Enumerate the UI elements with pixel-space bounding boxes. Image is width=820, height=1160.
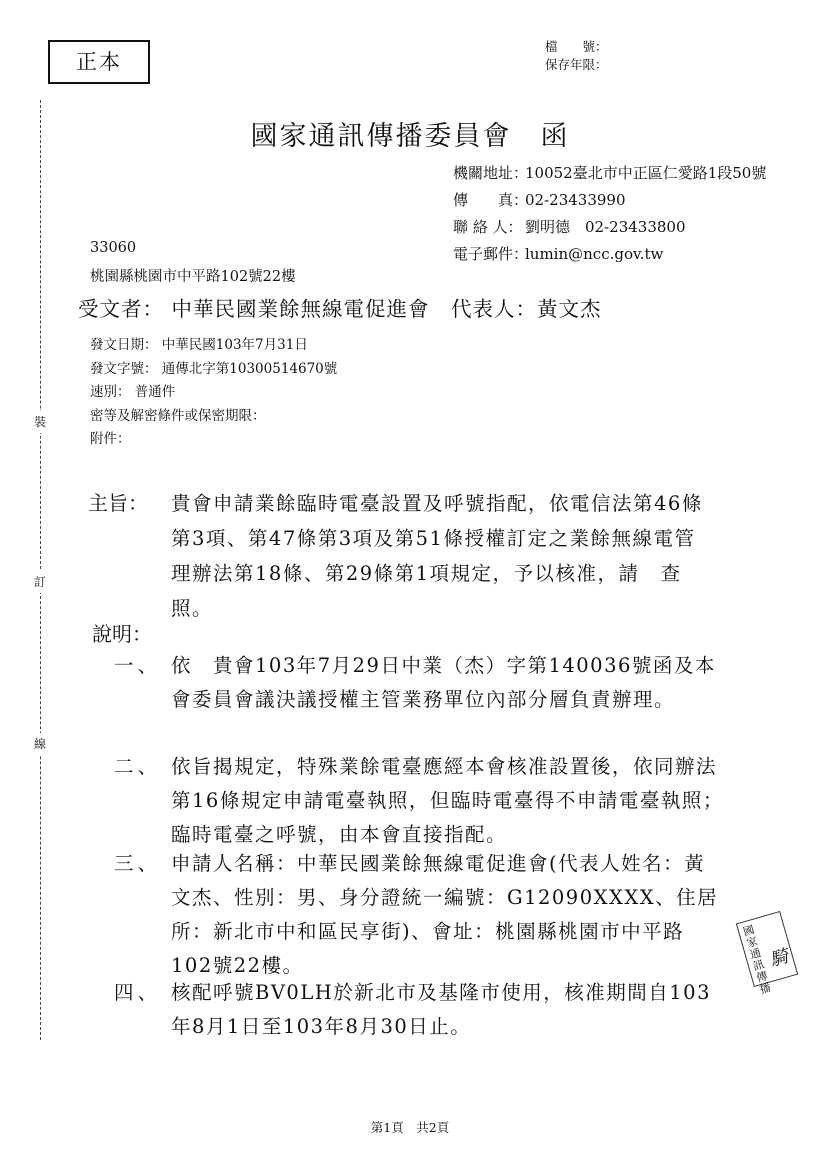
item-text: 依 貴會103年7月29日中業（杰）字第140036號函及本會委員會議決議授權主管業務單位內部分層負責辦理。 [171, 654, 716, 711]
item-number: 三、 [114, 852, 162, 875]
explanation-item-2 [114, 750, 724, 852]
stamp-signature: 騎 [767, 945, 791, 972]
sender-email-key: 電子郵件： [453, 245, 529, 263]
sender-address-value: 10052臺北市中正區仁愛路1段50號 [525, 164, 767, 182]
agency-seal-stamp [736, 911, 798, 997]
urgency: 速別： 普通件 [90, 384, 176, 400]
postal-code: 33060 [90, 240, 137, 256]
sender-fax-value: 02-23433990 [525, 191, 626, 209]
document-title: 國家通訊傳播委員會 函 [250, 121, 570, 152]
attachments: 附件： [90, 431, 131, 447]
subject-text: 貴會申請業餘臨時電臺設置及呼號指配，依電信法第46條第3項、第47條第3項及第51條授權訂定之業餘無線電管理辦法第18條、第29條第1項規定，予以核准，請 查照。 [171, 492, 703, 620]
dispatch-date: 發文日期： 中華民國103年7月31日 [90, 337, 308, 353]
binding-mark-xian: 線 [29, 733, 51, 755]
recipient-address: 桃園縣桃園市中平路102號22樓 [90, 269, 296, 285]
dispatch-meta-block [90, 334, 337, 452]
sender-address-row [453, 160, 766, 187]
sender-info-block [453, 160, 766, 268]
page-footer: 第1頁 共2頁 [370, 1120, 450, 1135]
item-number: 二、 [114, 755, 162, 778]
binding-mark-ding: 訂 [29, 571, 51, 593]
explanation-item-1 [114, 649, 724, 717]
item-text: 依旨揭規定，特殊業餘電臺應經本會核准設置後，依同辦法第16條規定申請電臺執照，但臨時電臺得不申請電臺執照；臨時電臺之呼號，由本會直接指配。 [171, 755, 724, 846]
item-text: 核配呼號BV0LH於新北市及基隆市使用，核准期間自103年8月1日至103年8月30日止。 [171, 981, 711, 1038]
sender-email-value: lumin@ncc.gov.tw [525, 245, 664, 263]
explanation-item-3 [114, 847, 724, 983]
archive-number-label: 檔 號： [545, 39, 608, 54]
binding-mark-zhuang: 裝 [29, 411, 51, 433]
sender-email-row [453, 241, 766, 268]
binding-line [40, 100, 41, 1040]
sender-fax-row [453, 187, 766, 214]
sender-contact-value: 劉明德 02-23433800 [525, 218, 686, 236]
item-number: 一、 [114, 654, 162, 677]
item-text: 申請人名稱：中華民國業餘無線電促進會(代表人姓名：黃文杰、性別：男、身分證統一編號：G12090XXXX、住居所：新北市中和區民享街)、會址：桃園縣桃園市中平路102號22樓。 [171, 852, 719, 977]
subject-label: 主旨： [88, 491, 148, 515]
dispatch-number: 發文字號： 通傳北字第10300514670號 [90, 360, 338, 377]
sender-contact-key: 聯 絡 人： [453, 218, 523, 236]
item-number: 四、 [114, 981, 162, 1004]
recipient-line: 受文者： 中華民國業餘無線電促進會 代表人：黃文杰 [78, 297, 602, 321]
original-copy-label: 正本 [48, 40, 150, 84]
sender-address-key: 機關地址： [453, 164, 529, 182]
stamp-text: 國家通訊傳播 [741, 923, 773, 997]
confidentiality: 密等及解密條件或保密期限： [90, 407, 266, 424]
retention-period-label: 保存年限： [545, 57, 608, 72]
explanation-label: 說明： [92, 622, 152, 646]
sender-contact-row [453, 214, 766, 241]
sender-fax-key: 傳 真： [453, 191, 529, 209]
explanation-item-4 [114, 976, 724, 1044]
